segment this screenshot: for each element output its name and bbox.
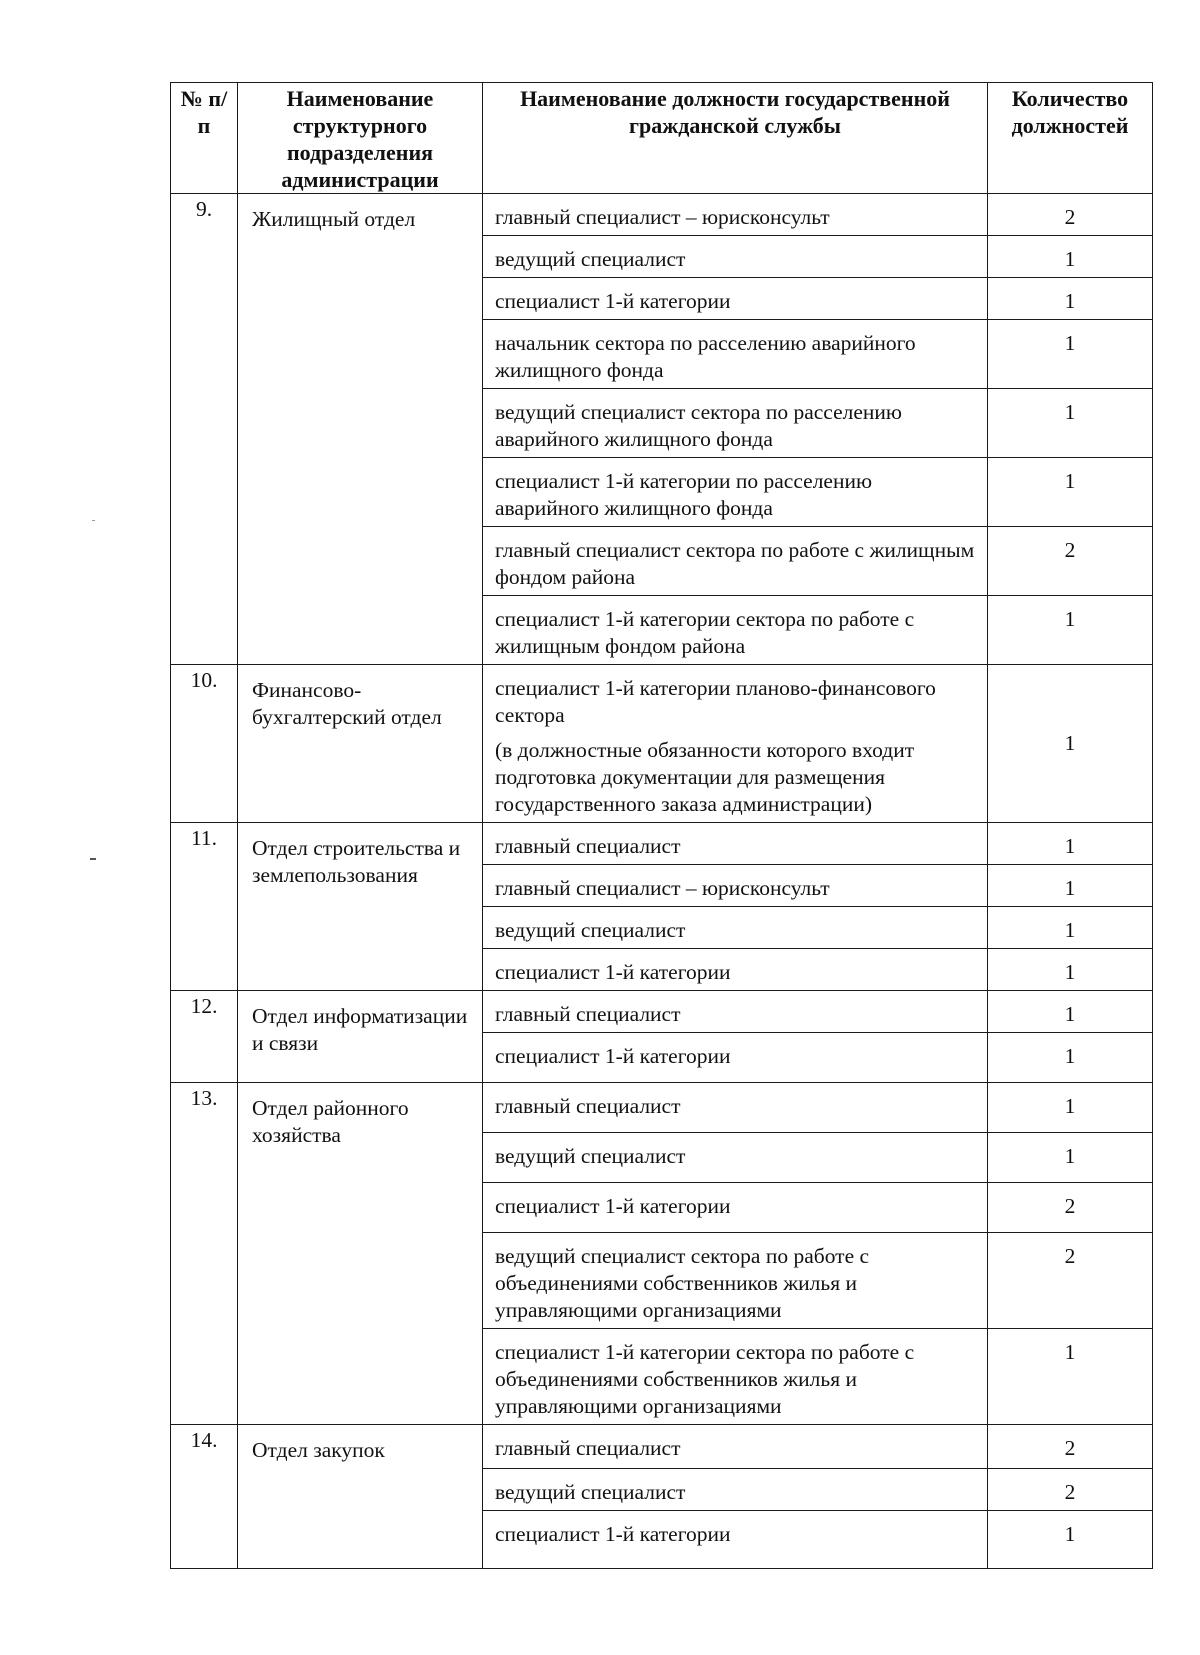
position-count: 2 [988,194,1153,236]
header-number: № п/п [171,83,238,194]
department-name: Отдел информатизации и связи [238,991,483,1083]
position-count: 1 [988,1083,1153,1133]
row-number: 12. [171,991,238,1083]
position-count: 1 [988,458,1153,527]
position-count: 1 [988,991,1153,1033]
position-cell [483,1329,988,1425]
position-cell [483,949,988,991]
position-title: специалист 1-й категории [495,960,731,984]
position-count: 1 [988,1133,1153,1183]
position-count: 2 [988,527,1153,596]
position-count: 1 [988,1329,1153,1425]
header-department: Наименование структурного подразделения администрации [238,83,483,194]
position-count: 2 [988,1233,1153,1329]
position-title: ведущий специалист [495,1144,686,1168]
position-cell [483,278,988,320]
department-name: Отдел районного хозяйства [238,1083,483,1425]
position-count: 1 [988,278,1153,320]
position-count: 1 [988,1033,1153,1083]
position-cell [483,1133,988,1183]
position-cell [483,1183,988,1233]
position-cell [483,1425,988,1469]
position-count: 1 [988,865,1153,907]
position-title: специалист 1-й категории [495,1522,731,1546]
position-title: ведущий специалист сектора по работе с объединениями собственников жилья и управляющими организациями [495,1244,870,1322]
position-count: 1 [988,236,1153,278]
position-cell [483,665,988,823]
position-cell [483,907,988,949]
position-cell [483,1083,988,1133]
position-count: 1 [988,907,1153,949]
position-cell [483,1511,988,1569]
position-cell [483,865,988,907]
position-title: специалист 1-й категории планово-финансового сектора [495,676,936,727]
staff-positions-table [170,82,1153,1569]
position-count: 2 [988,1469,1153,1511]
position-title: специалист 1-й категории сектора по работе с жилищным фондом района [495,607,915,658]
position-title: главный специалист сектора по работе с жилищным фондом района [495,538,975,589]
header-count: Количество должностей [988,83,1153,194]
position-title: главный специалист [495,1094,681,1118]
row-number: 13. [171,1083,238,1425]
position-count: 1 [988,665,1153,823]
row-number: 9. [171,194,238,665]
position-title: специалист 1-й категории сектора по работе с объединениями собственников жилья и управляющими организациями [495,1340,915,1418]
position-count: 1 [988,596,1153,665]
position-title: начальник сектора по расселению аварийного жилищного фонда [495,331,916,382]
department-name: Финансово-бухгалтерский отдел [238,665,483,823]
position-title: ведущий специалист [495,247,686,271]
department-name: Отдел закупок [238,1425,483,1569]
position-count: 2 [988,1183,1153,1233]
position-title: специалист 1-й категории по расселению аварийного жилищного фонда [495,469,873,520]
table-row [171,194,1153,236]
row-number: 11. [171,823,238,991]
position-cell [483,823,988,865]
position-cell [483,991,988,1033]
position-cell [483,320,988,389]
position-cell [483,458,988,527]
row-number: 14. [171,1425,238,1569]
position-title: ведущий специалист [495,918,686,942]
position-cell [483,1033,988,1083]
position-title: ведущий специалист [495,1480,686,1504]
position-count: 2 [988,1425,1153,1469]
department-name: Отдел строительства и землепользования [238,823,483,991]
position-title: главный специалист – юрисконсульт [495,876,830,900]
table-row [171,991,1153,1033]
position-cell [483,1233,988,1329]
position-cell [483,596,988,665]
position-cell [483,194,988,236]
position-count: 1 [988,1511,1153,1569]
position-title: специалист 1-й категории [495,1194,731,1218]
position-cell [483,527,988,596]
department-name: Жилищный отдел [238,194,483,665]
position-title: главный специалист – юрисконсульт [495,205,830,229]
position-count: 1 [988,389,1153,458]
table-row [171,823,1153,865]
table-row [171,665,1153,823]
position-title: главный специалист [495,1002,681,1026]
table-row [171,1425,1153,1469]
position-title: специалист 1-й категории [495,1044,731,1068]
scan-mark [92,520,95,521]
table-header-row [171,83,1153,194]
position-count: 1 [988,949,1153,991]
position-count: 1 [988,823,1153,865]
header-position: Наименование должности государственной гражданской службы [483,83,988,194]
position-note: (в должностные обязанности которого входит подготовка документации для размещения государственного заказа администрации) [495,738,915,816]
position-cell [483,1469,988,1511]
position-cell [483,236,988,278]
table-body [171,194,1153,1569]
position-title: главный специалист [495,1436,681,1460]
table-row [171,1083,1153,1133]
position-cell [483,389,988,458]
position-count: 1 [988,320,1153,389]
position-title: главный специалист [495,834,681,858]
row-number: 10. [171,665,238,823]
position-title: специалист 1-й категории [495,289,731,313]
position-title: ведущий специалист сектора по расселению аварийного жилищного фонда [495,400,902,451]
scan-mark [90,858,96,860]
